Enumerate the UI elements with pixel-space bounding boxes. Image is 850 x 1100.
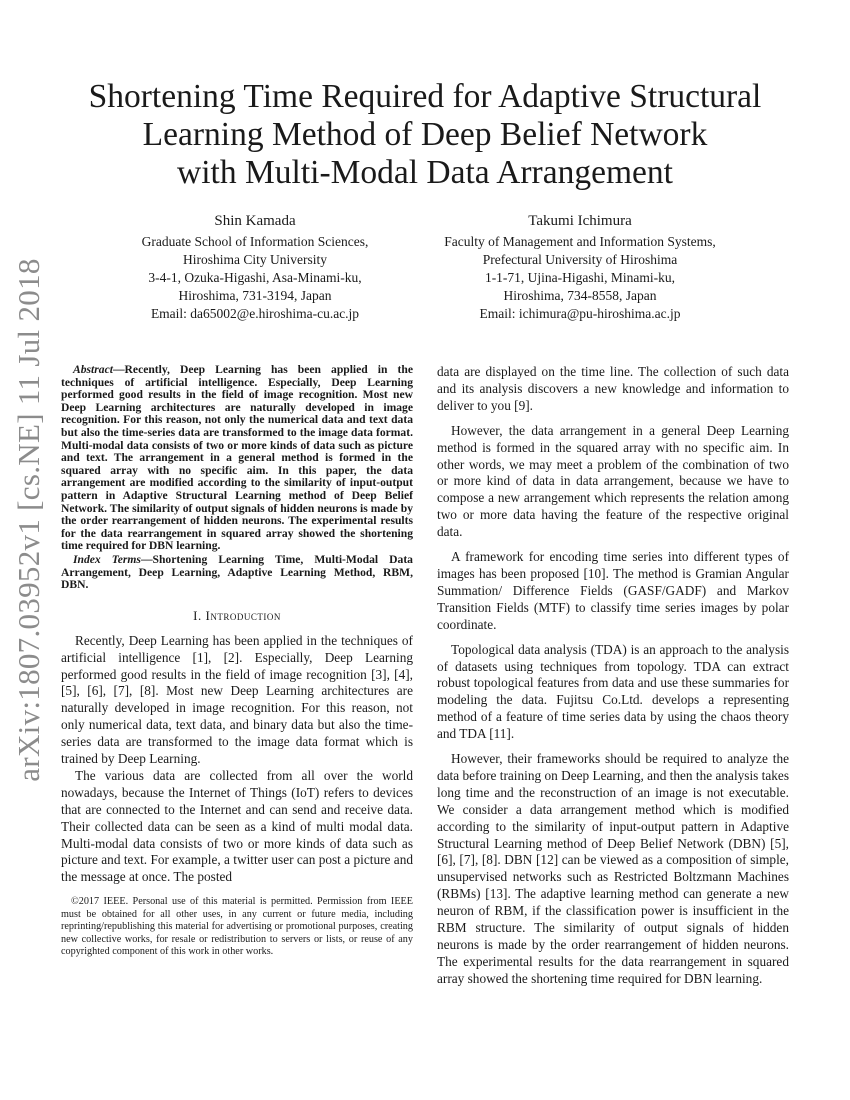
arxiv-stamp-text: arXiv:1807.03952v1 [cs.NE] 11 Jul 2018 <box>11 258 46 782</box>
index-terms-label: Index Terms <box>73 552 141 566</box>
author-address: 3-4-1, Ozuka-Higashi, Asa-Minami-ku, <box>148 270 362 285</box>
paragraph: Topological data analysis (TDA) is an approach to the analysis of datasets using techniques from topology. TDA can extract robust topological features from data and use these summaries for modeling the data. Fujitsu Co.Ltd. develops a representing method of a feature of time series data by using the chaos theory and TDA [11]. <box>437 641 789 742</box>
abstract <box>61 364 413 592</box>
right-column <box>437 364 789 996</box>
paragraph: However, the data arrangement in a general Deep Learning method is formed in the squared array with no specific aim. In other words, we may meet a problem of the combination of two or more kind of data in data arrangement, because we have to compose a new arrangement which represents the relation among two or more data having the feature of the respective original data. <box>437 422 789 540</box>
author-institution: Prefectural University of Hiroshima <box>482 252 678 267</box>
author-address: 1-1-71, Ujina-Higashi, Minami-ku, <box>484 270 676 285</box>
copyright-footnote <box>61 896 413 958</box>
arxiv-stamp <box>4 258 54 782</box>
title-line: Shortening Time Required for Adaptive Structural <box>88 78 762 115</box>
author-name: Shin Kamada <box>214 213 296 229</box>
section-title: Introduction <box>205 607 281 623</box>
abstract-label: Abstract <box>73 363 113 376</box>
title-line: Learning Method of Deep Belief Network <box>142 116 708 153</box>
paragraph: However, their frameworks should be required to analyze the data before training on Deep Learning, and then the analysis takes long time and the reconstruction of an image is not executable. We consider a data arrangement method which is modified according to the similarity of input-output pattern in Adaptive Structural Learning method of Deep Belief Network (DBN) [5], [6], [7], [8]. DBN [12] can be viewed as a composition of simple, unsupervised networks such as Restricted Boltzmann Machines (RBMs) [13]. The adaptive learning method can generate a new neuron of RBM, if the classification power is insufficient in the RBM structure. The similarity of output signals of hidden neurons is made by the order rearrangement of hidden neurons. The experimental results for the data rearrangement in squared array showed the shortening time required for DBN learning. <box>437 751 789 986</box>
paragraph: Recently, Deep Learning has been applied in the techniques of artificial intelligence [1], [2]. Especially, Deep Learning performed good results in the field of image recognition [3], [4], [5], [6], [7], [8]. Most new Deep Learning architectures are naturally developed in image recognition. For this reason, not only numerical data, text data, and binary data but also the time-series data are transformed to the image data format which is trained by Deep Learning. <box>61 632 413 767</box>
paper-title <box>60 78 790 192</box>
left-column <box>61 364 413 958</box>
index-terms-text: —Shortening Learning Time, Multi-Modal Data Arrangement, Deep Learning, Adaptive Learning Method, RBM, DBN. <box>61 552 413 592</box>
intro-text-left <box>61 633 413 887</box>
footnote-text: ©2017 IEEE. Personal use of this material is permitted. Permission from IEEE must be obtained for all other uses, in any current or future media, including reprinting/republishing this material for advertising or promotional purposes, creating new collective works, for resale or redistribution to servers or lists, or reuse of any copyrighted component of this work in other works. <box>61 896 413 957</box>
author-city: Hiroshima, 731-3194, Japan <box>178 288 332 303</box>
section-numeral: I. <box>193 607 202 623</box>
paragraph: data are displayed on the time line. The collection of such data and its analysis discovers a new knowledge and information to deliver to you [9]. <box>437 364 789 413</box>
author-block-1 <box>105 211 405 323</box>
author-email: Email: ichimura@pu-hiroshima.ac.jp <box>479 306 681 321</box>
author-email: Email: da65002@e.hiroshima-cu.ac.jp <box>150 306 360 321</box>
author-block-2 <box>430 211 730 323</box>
section-heading <box>61 608 413 624</box>
author-city: Hiroshima, 734-8558, Japan <box>503 288 657 303</box>
title-line: with Multi-Modal Data Arrangement <box>177 154 673 191</box>
author-institution: Hiroshima City University <box>183 252 327 267</box>
author-name: Takumi Ichimura <box>528 213 632 229</box>
author-affiliation: Faculty of Management and Information Systems, <box>444 234 716 249</box>
abstract-text: —Recently, Deep Learning has been applied in the techniques of artificial intelligence. Especially, Deep Learning performed good results in the field of image recognition. Most new Deep Learning architectures are naturally developed in image recognition. For this reason, not only the numerical data and text data but also the time-series data are transformed to the image data format. Multi-modal data consists of two or more kinds of data such as picture and text. The arrangement in a general method is formed in the squared array with no specific aim. In this paper, the data arrangement are modified according to the similarity of input-output pattern in Adaptive Structural Learning method of Deep Belief Network. The similarity of output signals of hidden neurons is made by the order rearrangement of hidden neurons. The experimental results for the data rearrangement in squared array showed the shortening time required for DBN learning. <box>61 363 413 553</box>
paragraph: The various data are collected from all over the world nowadays, because the Internet of Things (IoT) refers to devices that are connected to the Internet and can send and receive data. Their collected data can be seen as a kind of multi modal data. Multi-modal data consists of two or more kinds of data such as picture and text. For example, a twitter user can post a picture and the message at once. The posted <box>61 767 413 885</box>
author-affiliation: Graduate School of Information Sciences, <box>141 234 369 249</box>
paragraph: A framework for encoding time series into different types of images has been proposed [10]. The method is Gramian Angular Summation/ Difference Fields (GASF/GADF) and Markov Transition Fields (MTF) to classify time series images by polar coordinate. <box>437 549 789 632</box>
intro-text-right <box>437 364 789 988</box>
